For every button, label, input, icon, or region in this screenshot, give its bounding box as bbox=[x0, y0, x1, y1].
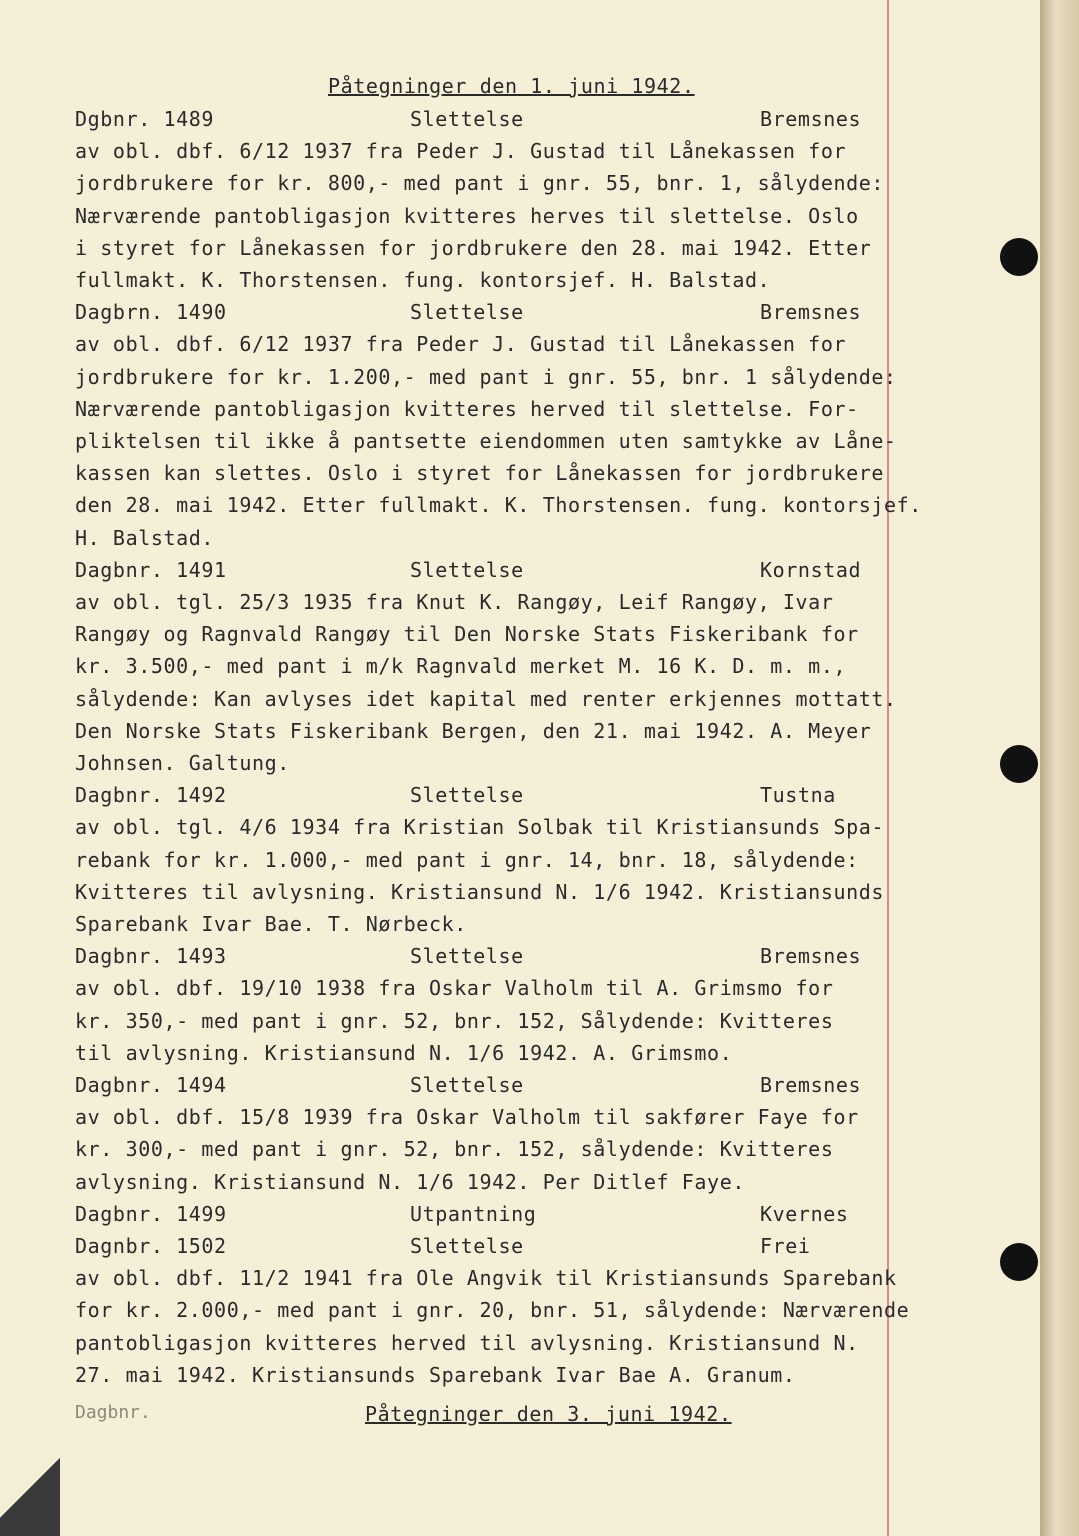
entry-text-line: kr. 3.500,- med pant i m/k Ragnvald merket M. 16 K. D. m. m., bbox=[75, 654, 847, 679]
entry-place: Bremsnes bbox=[760, 944, 862, 969]
entry-text-line: kr. 350,- med pant i gnr. 52, bnr. 152, Sålydende: Kvitteres bbox=[75, 1008, 834, 1033]
entry-place: Frei bbox=[760, 1234, 811, 1258]
entry-nr: Dagbnr. 1492 bbox=[75, 783, 227, 808]
entry-nr: Dagbnr. 1491 bbox=[75, 557, 227, 582]
entry-text-line: H. Balstad. bbox=[75, 525, 215, 550]
entry-text-line: for kr. 2.000,- med pant i gnr. 20, bnr. 51, sålydende: Nærværende bbox=[75, 1298, 910, 1323]
entry-text-line: i styret for Lånekassen for jordbrukere den 28. mai 1942. Etter bbox=[75, 235, 872, 260]
entry-nr: Dagbnr. 1494 bbox=[75, 1073, 227, 1097]
entry-text-line: pantobligasjon kvitteres herved til avlysning. Kristiansund N. bbox=[75, 1330, 859, 1355]
entry-text-line: jordbrukere for kr. 1.200,- med pant i gnr. 55, bnr. 1 sålydende: bbox=[75, 364, 897, 389]
punch-hole bbox=[1000, 745, 1038, 783]
entry-place: Kvernes bbox=[760, 1201, 849, 1226]
punch-hole bbox=[1000, 238, 1038, 276]
entry-text-line: sålydende: Kan avlyses idet kapital med renter erkjennes mottatt. bbox=[75, 686, 897, 711]
entry-text-line: Johnsen. Galtung. bbox=[75, 751, 290, 775]
entry-text-line: av obl. dbf. 19/10 1938 fra Oskar Valholm til A. Grimsmo for bbox=[75, 976, 834, 1001]
entry-text-line: fullmakt. K. Thorstensen. fung. kontorsjef. H. Balstad. bbox=[75, 268, 771, 292]
entry-nr: Dagbnr. 1499 bbox=[75, 1201, 227, 1226]
entry-place: Bremsnes bbox=[760, 107, 862, 131]
entry-text-line: avlysning. Kristiansund N. 1/6 1942. Per Ditlef Faye. bbox=[75, 1169, 745, 1194]
page-edge bbox=[1040, 0, 1079, 1536]
entry-text-line: Nærværende pantobligasjon kvitteres herved til slettelse. For- bbox=[75, 396, 859, 421]
entry-text-line: kassen kan slettes. Oslo i styret for Lånekassen for jordbrukere bbox=[75, 461, 885, 486]
entry-text-line: Nærværende pantobligasjon kvitteres herves til slettelse. Oslo bbox=[75, 203, 859, 228]
entry-place: Bremsnes bbox=[760, 1073, 862, 1097]
entry-text-line: den 28. mai 1942. Etter fullmakt. K. Thorstensen. fung. kontorsjef. bbox=[75, 493, 922, 518]
footer-faded-label: Dagbnr. bbox=[75, 1402, 151, 1423]
entry-text-line: til avlysning. Kristiansund N. 1/6 1942. A. Grimsmo. bbox=[75, 1040, 733, 1065]
entry-place: Bremsnes bbox=[760, 300, 862, 325]
entry-text-line: av obl. tgl. 25/3 1935 fra Knut K. Rangøy, Leif Rangøy, Ivar bbox=[75, 590, 834, 614]
entry-type: Slettelse bbox=[410, 783, 524, 808]
entry-nr: Dagnbr. 1502 bbox=[75, 1234, 227, 1258]
entry-place: Kornstad bbox=[760, 557, 862, 582]
entry-nr: Dgbnr. 1489 bbox=[75, 107, 215, 131]
heading-bottom: Påtegninger den 3. juni 1942. bbox=[365, 1402, 732, 1426]
entry-nr: Dagbrn. 1490 bbox=[75, 300, 227, 325]
entry-text-line: Kvitteres til avlysning. Kristiansund N. 1/6 1942. Kristiansunds bbox=[75, 879, 885, 904]
heading-top: Påtegninger den 1. juni 1942. bbox=[328, 74, 695, 98]
entry-type: Slettelse bbox=[410, 1073, 524, 1097]
entry-type: Slettelse bbox=[410, 944, 524, 969]
entry-text-line: jordbrukere for kr. 800,- med pant i gnr. 55, bnr. 1, sålydende: bbox=[75, 171, 885, 196]
entry-text-line: pliktelsen til ikke å pantsette eiendommen uten samtykke av Låne- bbox=[75, 429, 897, 453]
entry-type: Slettelse bbox=[410, 1234, 524, 1258]
entry-text-line: av obl. dbf. 11/2 1941 fra Ole Angvik til Kristiansunds Sparebank bbox=[75, 1266, 897, 1291]
entry-text-line: Rangøy og Ragnvald Rangøy til Den Norske Stats Fiskeribank for bbox=[75, 622, 859, 647]
entry-text-line: Den Norske Stats Fiskeribank Bergen, den 21. mai 1942. A. Meyer bbox=[75, 718, 872, 743]
entry-type: Slettelse bbox=[410, 300, 524, 325]
entry-text-line: av obl. dbf. 6/12 1937 fra Peder J. Gustad til Lånekassen for bbox=[75, 139, 847, 164]
entry-place: Tustna bbox=[760, 783, 836, 808]
entry-text-line: kr. 300,- med pant i gnr. 52, bnr. 152, sålydende: Kvitteres bbox=[75, 1137, 834, 1162]
entry-type: Utpantning bbox=[410, 1201, 537, 1226]
entry-text-line: av obl. dbf. 15/8 1939 fra Oskar Valholm til sakfører Faye for bbox=[75, 1105, 859, 1130]
entry-text-line: 27. mai 1942. Kristiansunds Sparebank Ivar Bae A. Granum. bbox=[75, 1362, 796, 1387]
entry-type: Slettelse bbox=[410, 107, 524, 131]
entry-nr: Dagbnr. 1493 bbox=[75, 944, 227, 969]
page-corner bbox=[0, 1440, 60, 1536]
entry-text-line: Sparebank Ivar Bae. T. Nørbeck. bbox=[75, 912, 467, 936]
entry-text-line: rebank for kr. 1.000,- med pant i gnr. 14, bnr. 18, sålydende: bbox=[75, 847, 859, 872]
punch-hole bbox=[1000, 1243, 1038, 1281]
entry-text-line: av obl. tgl. 4/6 1934 fra Kristian Solbak til Kristiansunds Spa- bbox=[75, 815, 885, 840]
entry-text-line: av obl. dbf. 6/12 1937 fra Peder J. Gustad til Lånekassen for bbox=[75, 332, 847, 357]
entry-type: Slettelse bbox=[410, 557, 524, 582]
